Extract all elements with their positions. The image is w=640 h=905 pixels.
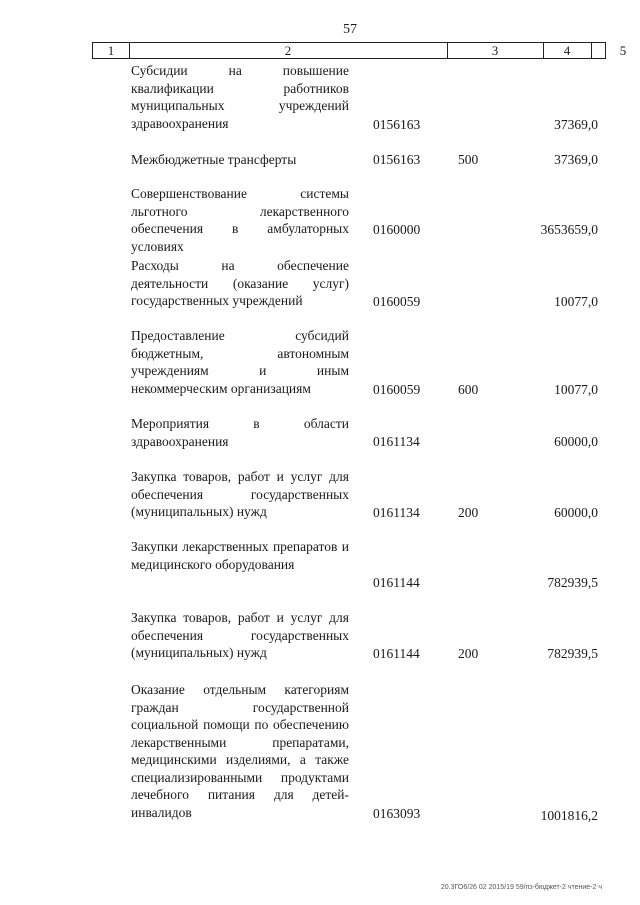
row-expense-type: 500	[458, 152, 479, 167]
row-code: 0156163	[373, 152, 421, 167]
row-description: Закупки лекарственных препаратов и медицинского оборудования	[131, 539, 349, 572]
page-number: 57	[343, 22, 357, 37]
row-amount: 60000,0	[554, 434, 598, 449]
row-code: 0160059	[373, 294, 421, 309]
header-col-4: 4	[563, 43, 571, 58]
row-code: 0160000	[373, 222, 421, 237]
footer-stamp: 20.3ГО6/26 02 2015/19 59/пз-бюджет-2 чтение-2 ч	[440, 884, 602, 891]
row-description: Совершенствование системы льготного лекарственного обеспечения в амбулаторных условиях	[131, 186, 349, 254]
row-code: 0156163	[373, 117, 421, 132]
row-description: Расходы на обеспечение деятельности (оказание услуг) государственных учреждений	[131, 258, 349, 308]
row-amount: 1001816,2	[540, 808, 598, 823]
row-amount: 10077,0	[554, 294, 598, 309]
row-description: Межбюджетные трансферты	[131, 152, 297, 167]
row-amount: 37369,0	[554, 152, 598, 167]
row-code: 0161134	[373, 434, 420, 449]
header-col-2: 2	[284, 43, 292, 58]
row-code: 0161144	[373, 575, 420, 590]
row-expense-type: 200	[458, 505, 479, 520]
row-description: Предоставление субсидий бюджетным, автономным учреждениям и иным некоммерческим организациям	[131, 328, 349, 396]
row-expense-type: 200	[458, 646, 479, 661]
row-code: 0161144	[373, 646, 420, 661]
row-amount: 782939,5	[547, 646, 598, 661]
table-header	[92, 42, 627, 59]
row-amount: 10077,0	[554, 382, 598, 397]
row-amount: 37369,0	[554, 117, 598, 132]
row-code: 0160059	[373, 382, 421, 397]
header-col-5: 5	[619, 43, 627, 58]
row-amount: 3653659,0	[540, 222, 598, 237]
row-amount: 60000,0	[554, 505, 598, 520]
row-description: Оказание отдельным категориям граждан государственной социальной помощи по обеспечению лекарственными препаратами, медицинскими изделиями, а также специализированными продуктами лечебного питания для детей-инвалидов	[131, 682, 349, 820]
row-expense-type: 600	[458, 382, 479, 397]
row-code: 0163093	[373, 806, 421, 821]
header-col-3: 3	[491, 43, 499, 58]
row-code: 0161134	[373, 505, 420, 520]
row-description: Закупка товаров, работ и услуг для обеспечения государственных (муниципальных) нужд	[131, 610, 349, 660]
row-description: Субсидии на повышение квалификации работников муниципальных учреждений здравоохранения	[131, 63, 349, 131]
row-description: Мероприятия в области здравоохранения	[131, 416, 349, 449]
row-description: Закупка товаров, работ и услуг для обеспечения государственных (муниципальных) нужд	[131, 469, 349, 519]
row-amount: 782939,5	[547, 575, 598, 590]
header-col-1: 1	[107, 43, 115, 58]
